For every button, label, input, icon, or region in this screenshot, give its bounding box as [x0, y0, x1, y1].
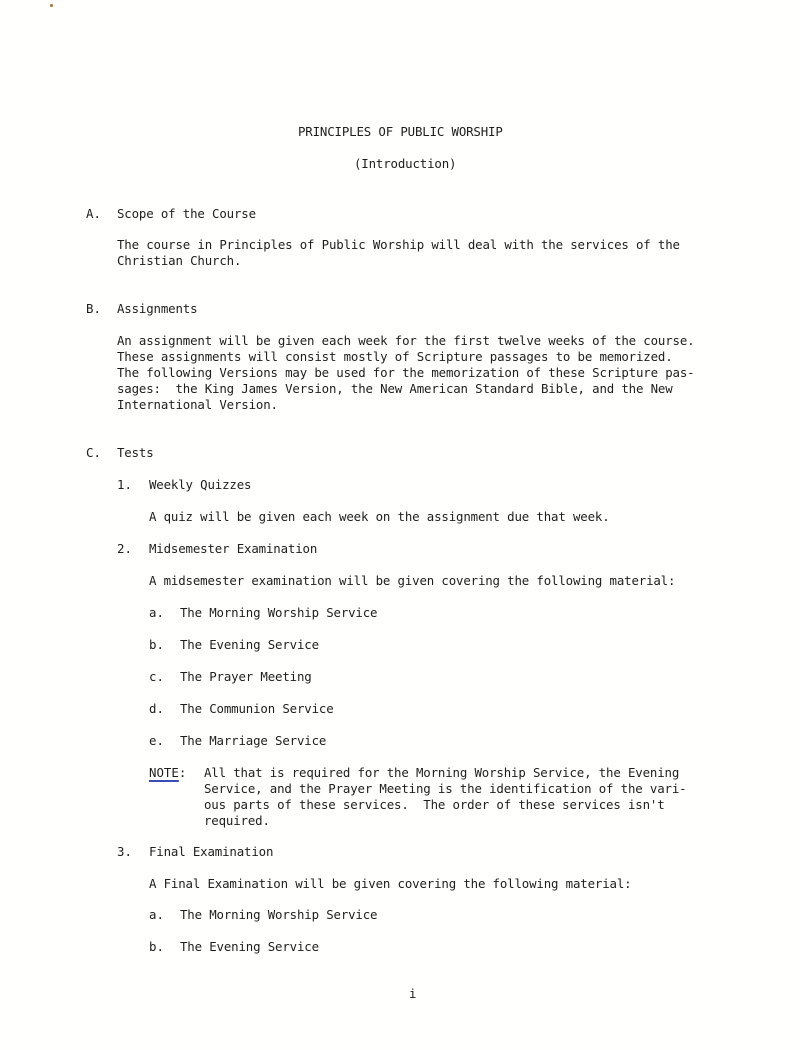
section-b-line: The following Versions may be used for the memorization of these Scripture pas-: [117, 365, 695, 380]
section-a-line: Christian Church.: [117, 253, 242, 268]
section-b-line: International Version.: [117, 397, 278, 412]
subsection-1-marker: 1.: [117, 477, 132, 492]
page-number: i: [409, 986, 417, 1001]
list-item-marker: a.: [149, 907, 164, 922]
list-item: The Marriage Service: [180, 733, 327, 748]
list-item-marker: d.: [149, 701, 164, 716]
list-item-marker: c.: [149, 669, 164, 684]
section-a-marker: A.: [86, 206, 101, 221]
note-line: ous parts of these services. The order of these services isn't: [204, 797, 665, 812]
section-b-line: sages: the King James Version, the New American Standard Bible, and the New: [117, 381, 673, 396]
section-c-marker: C.: [86, 445, 101, 460]
section-c-heading: Tests: [117, 445, 154, 460]
document-title: PRINCIPLES OF PUBLIC WORSHIP: [298, 124, 503, 139]
list-item: The Prayer Meeting: [180, 669, 312, 684]
subsection-3-heading: Final Examination: [149, 844, 274, 859]
section-b-line: An assignment will be given each week for the first twelve weeks of the course.: [117, 333, 695, 348]
list-item: The Morning Worship Service: [180, 605, 378, 620]
section-b-line: These assignments will consist mostly of Scripture passages to be memorized.: [117, 349, 673, 364]
note-line: required.: [204, 813, 270, 828]
subsection-3-text: A Final Examination will be given covering the following material:: [149, 876, 632, 891]
subsection-2-marker: 2.: [117, 541, 132, 556]
note-label: [149, 765, 186, 781]
subsection-2-heading: Midsemester Examination: [149, 541, 318, 556]
paper-speck: [50, 4, 53, 7]
list-item-marker: a.: [149, 605, 164, 620]
section-a-heading: Scope of the Course: [117, 206, 256, 221]
note-line: Service, and the Prayer Meeting is the identification of the vari-: [204, 781, 687, 796]
section-a-line: The course in Principles of Public Worship will deal with the services of the: [117, 237, 680, 252]
list-item-marker: e.: [149, 733, 164, 748]
document-subtitle: (Introduction): [354, 156, 457, 171]
subsection-2-text: A midsemester examination will be given covering the following material:: [149, 573, 676, 588]
list-item: The Evening Service: [180, 939, 319, 954]
list-item: The Evening Service: [180, 637, 319, 652]
subsection-3-marker: 3.: [117, 844, 132, 859]
list-item-marker: b.: [149, 939, 164, 954]
section-b-marker: B.: [86, 301, 101, 316]
note-label-text: NOTE: [149, 765, 179, 780]
subsection-1-heading: Weekly Quizzes: [149, 477, 252, 492]
section-b-heading: Assignments: [117, 301, 198, 316]
list-item-marker: b.: [149, 637, 164, 652]
note-line: All that is required for the Morning Worship Service, the Evening: [204, 765, 680, 780]
subsection-1-text: A quiz will be given each week on the assignment due that week.: [149, 509, 610, 524]
list-item: The Communion Service: [180, 701, 334, 716]
list-item: The Morning Worship Service: [180, 907, 378, 922]
note-colon: :: [178, 765, 187, 780]
